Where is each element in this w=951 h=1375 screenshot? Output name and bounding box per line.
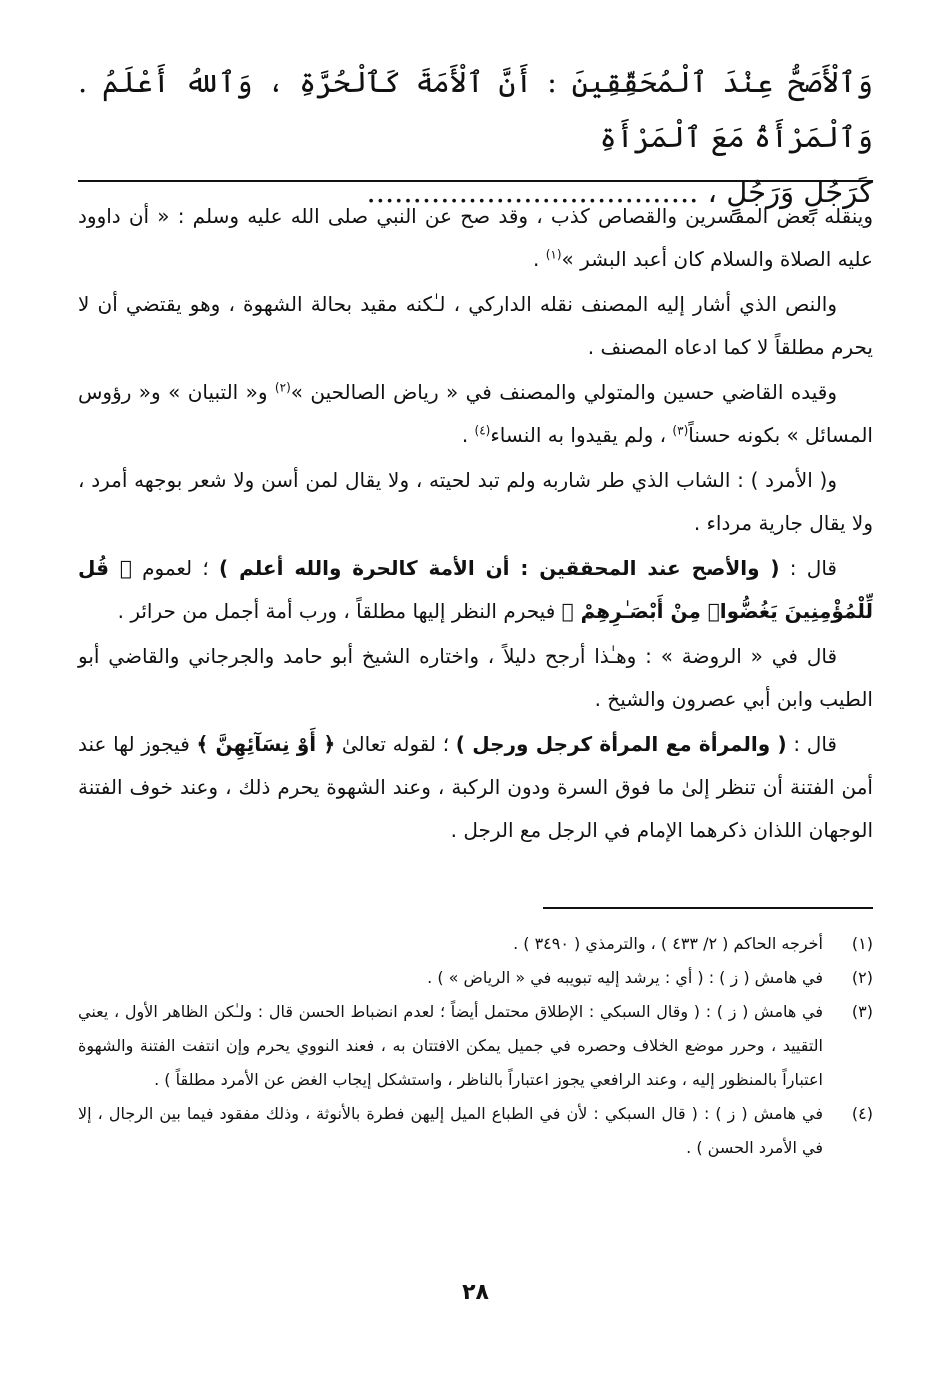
- commentary-paragraph-7: [78, 723, 873, 852]
- footnote-ref-3[interactable]: (٣): [672, 423, 689, 438]
- commentary-p5-part-b: ؛ لعموم: [131, 556, 220, 580]
- commentary-p3-part-a: وقيده القاضي حسين والمتولي والمصنف في « رياض الصالحين »: [290, 380, 837, 404]
- footnote-text: في هامش ( ز ) : ( وقال السبكي : الإطلاق محتمل أيضاً ؛ لعدم انضباط الحسن قال : ولـٰكن الظاهر الأول ، يعني التقييد ، وحرر موضع الخلاف وحصره في جميل يمكن الافتتان به ، فعند النووي يحرم وإن انتفت الفتنة والشهوة اعتباراً بالمنظور إليه ، وعند الرافعي يجوز اعتباراً بالناظر ، واستشكل إيجاب الغض عن الأمرد مطلقاً ) .: [78, 1002, 823, 1089]
- matn-continuation-dots: ....................................: [366, 175, 699, 209]
- footnote-2: [78, 961, 873, 995]
- commentary-p3-part-b: و« التبيان » و« رؤوس المسائل » بكونه حسناً: [78, 380, 873, 447]
- commentary-p1-text: وينقله بعض المفسرين والقصاص كذب ، وقد صح عن النبي صلى الله عليه وسلم : « أن داوود عليه الصلاة والسلام كان أعبد البشر »: [78, 204, 873, 271]
- commentary-p1-end: .: [532, 247, 546, 271]
- footnote-1: [78, 927, 873, 961]
- commentary-paragraph-6: قال في « الروضة » : وهـٰذا أرجح دليلاً ، واختاره الشيخ أبو حامد والجرجاني والقاضي أبو الطيب وابن أبي عصرون والشيخ .: [78, 644, 873, 711]
- matn-quote-2: ( والمرأة مع المرأة كرجل ورجل ): [455, 732, 787, 756]
- matn-line-2-text: كَرَجُلٍ وَرَجُلٍ ،: [707, 175, 873, 209]
- commentary-paragraph-5: [78, 547, 873, 633]
- commentary-paragraph-1: [78, 195, 873, 281]
- footnote-ref-1[interactable]: (١): [545, 247, 562, 262]
- commentary-p5-part-a: قال :: [779, 556, 837, 580]
- commentary-block: [78, 195, 873, 854]
- page-number: ٢٨: [462, 1280, 489, 1305]
- footnote-text: في هامش ( ز ) : ( أي : يرشد إليه تبويبه في « الرياض » ) .: [427, 968, 823, 987]
- footnote-text: أخرجه الحاكم ( ٢/ ٤٣٣ ) ، والترمذي ( ٣٤٩٠ ) .: [513, 934, 823, 953]
- matn-quote-1: ( والأصح عند المحققين : أن الأمة كالحرة والله أعلم ): [219, 556, 780, 580]
- commentary-p7-part-b: ؛ لقوله تعالىٰ: [335, 732, 456, 756]
- book-page: [78, 55, 873, 1335]
- commentary-paragraph-2: والنص الذي أشار إليه المصنف نقله الداركي ، لـٰكنه مقيد بحالة الشهوة ، وهو يقتضي أن لا يحرم مطلقاً لا كما ادعاه المصنف .: [78, 292, 873, 359]
- footnotes-block: [78, 927, 873, 1165]
- commentary-p7-part-c: فيجوز لها عند أمن الفتنة أن تنظر إلىٰ ما فوق السرة ودون الركبة ، وعند الشهوة يحرم ذلك ، وعند خوف الفتنة الوجهان اللذان ذكرهما الإمام في الرجل مع الرجل .: [78, 732, 873, 842]
- matn-separator-rule: [78, 180, 873, 182]
- commentary-paragraph-3: [78, 371, 873, 457]
- matn-line-1: وَٱلْأَصَحُّ عِنْدَ ٱلْمُحَقِّقِينَ : أَنَّ ٱلْأَمَةَ كَٱلْحُرَّةِ ، وَٱللهُ أَعْلَمُ . وَٱلْمَرْأَةُ مَعَ ٱلْمَرْأَةِ: [78, 65, 873, 154]
- commentary-paragraph-4: و( الأمرد ) : الشاب الذي طر شاربه ولم تبد لحيته ، ولا يقال لمن أسن ولا شعر بوجهه أمرد ، ولا يقال جارية مرداء .: [78, 468, 873, 535]
- commentary-p3-part-d: .: [461, 423, 475, 447]
- footnote-text: في هامش ( ز ) : ( قال السبكي : لأن في الطباع الميل إليهن فطرة بالأنوثة ، وذلك مفقود فيما بين الرجال ، إلا في الأمرد الحسن ) .: [78, 1104, 823, 1157]
- commentary-p3-part-c: ، ولم يقيدوا به النساء: [490, 423, 673, 447]
- footnote-4: [78, 1097, 873, 1165]
- footnote-separator-rule: [543, 907, 873, 909]
- footnote-number: (٤): [851, 1104, 873, 1123]
- commentary-p7-part-a: قال :: [786, 732, 837, 756]
- commentary-p5-part-c: فيحرم النظر إليها مطلقاً ، ورب أمة أجمل من حرائر .: [117, 599, 562, 623]
- footnote-number: (٢): [851, 968, 873, 987]
- footnote-number: (٣): [851, 1002, 873, 1021]
- footnote-ref-2[interactable]: (٢): [274, 380, 291, 395]
- footnote-ref-4[interactable]: (٤): [474, 423, 491, 438]
- footnote-3: [78, 995, 873, 1097]
- footnote-number: (١): [851, 934, 873, 953]
- quran-verse-1: ﴿ قُل لِّلْمُؤْمِنِينَ يَغُضُّوا۟ مِنْ أَبْصَـٰرِهِمْ ﴾: [78, 556, 873, 623]
- quran-verse-2: ﴿ أَوْ نِسَآئِهِنَّ ﴾: [196, 732, 336, 756]
